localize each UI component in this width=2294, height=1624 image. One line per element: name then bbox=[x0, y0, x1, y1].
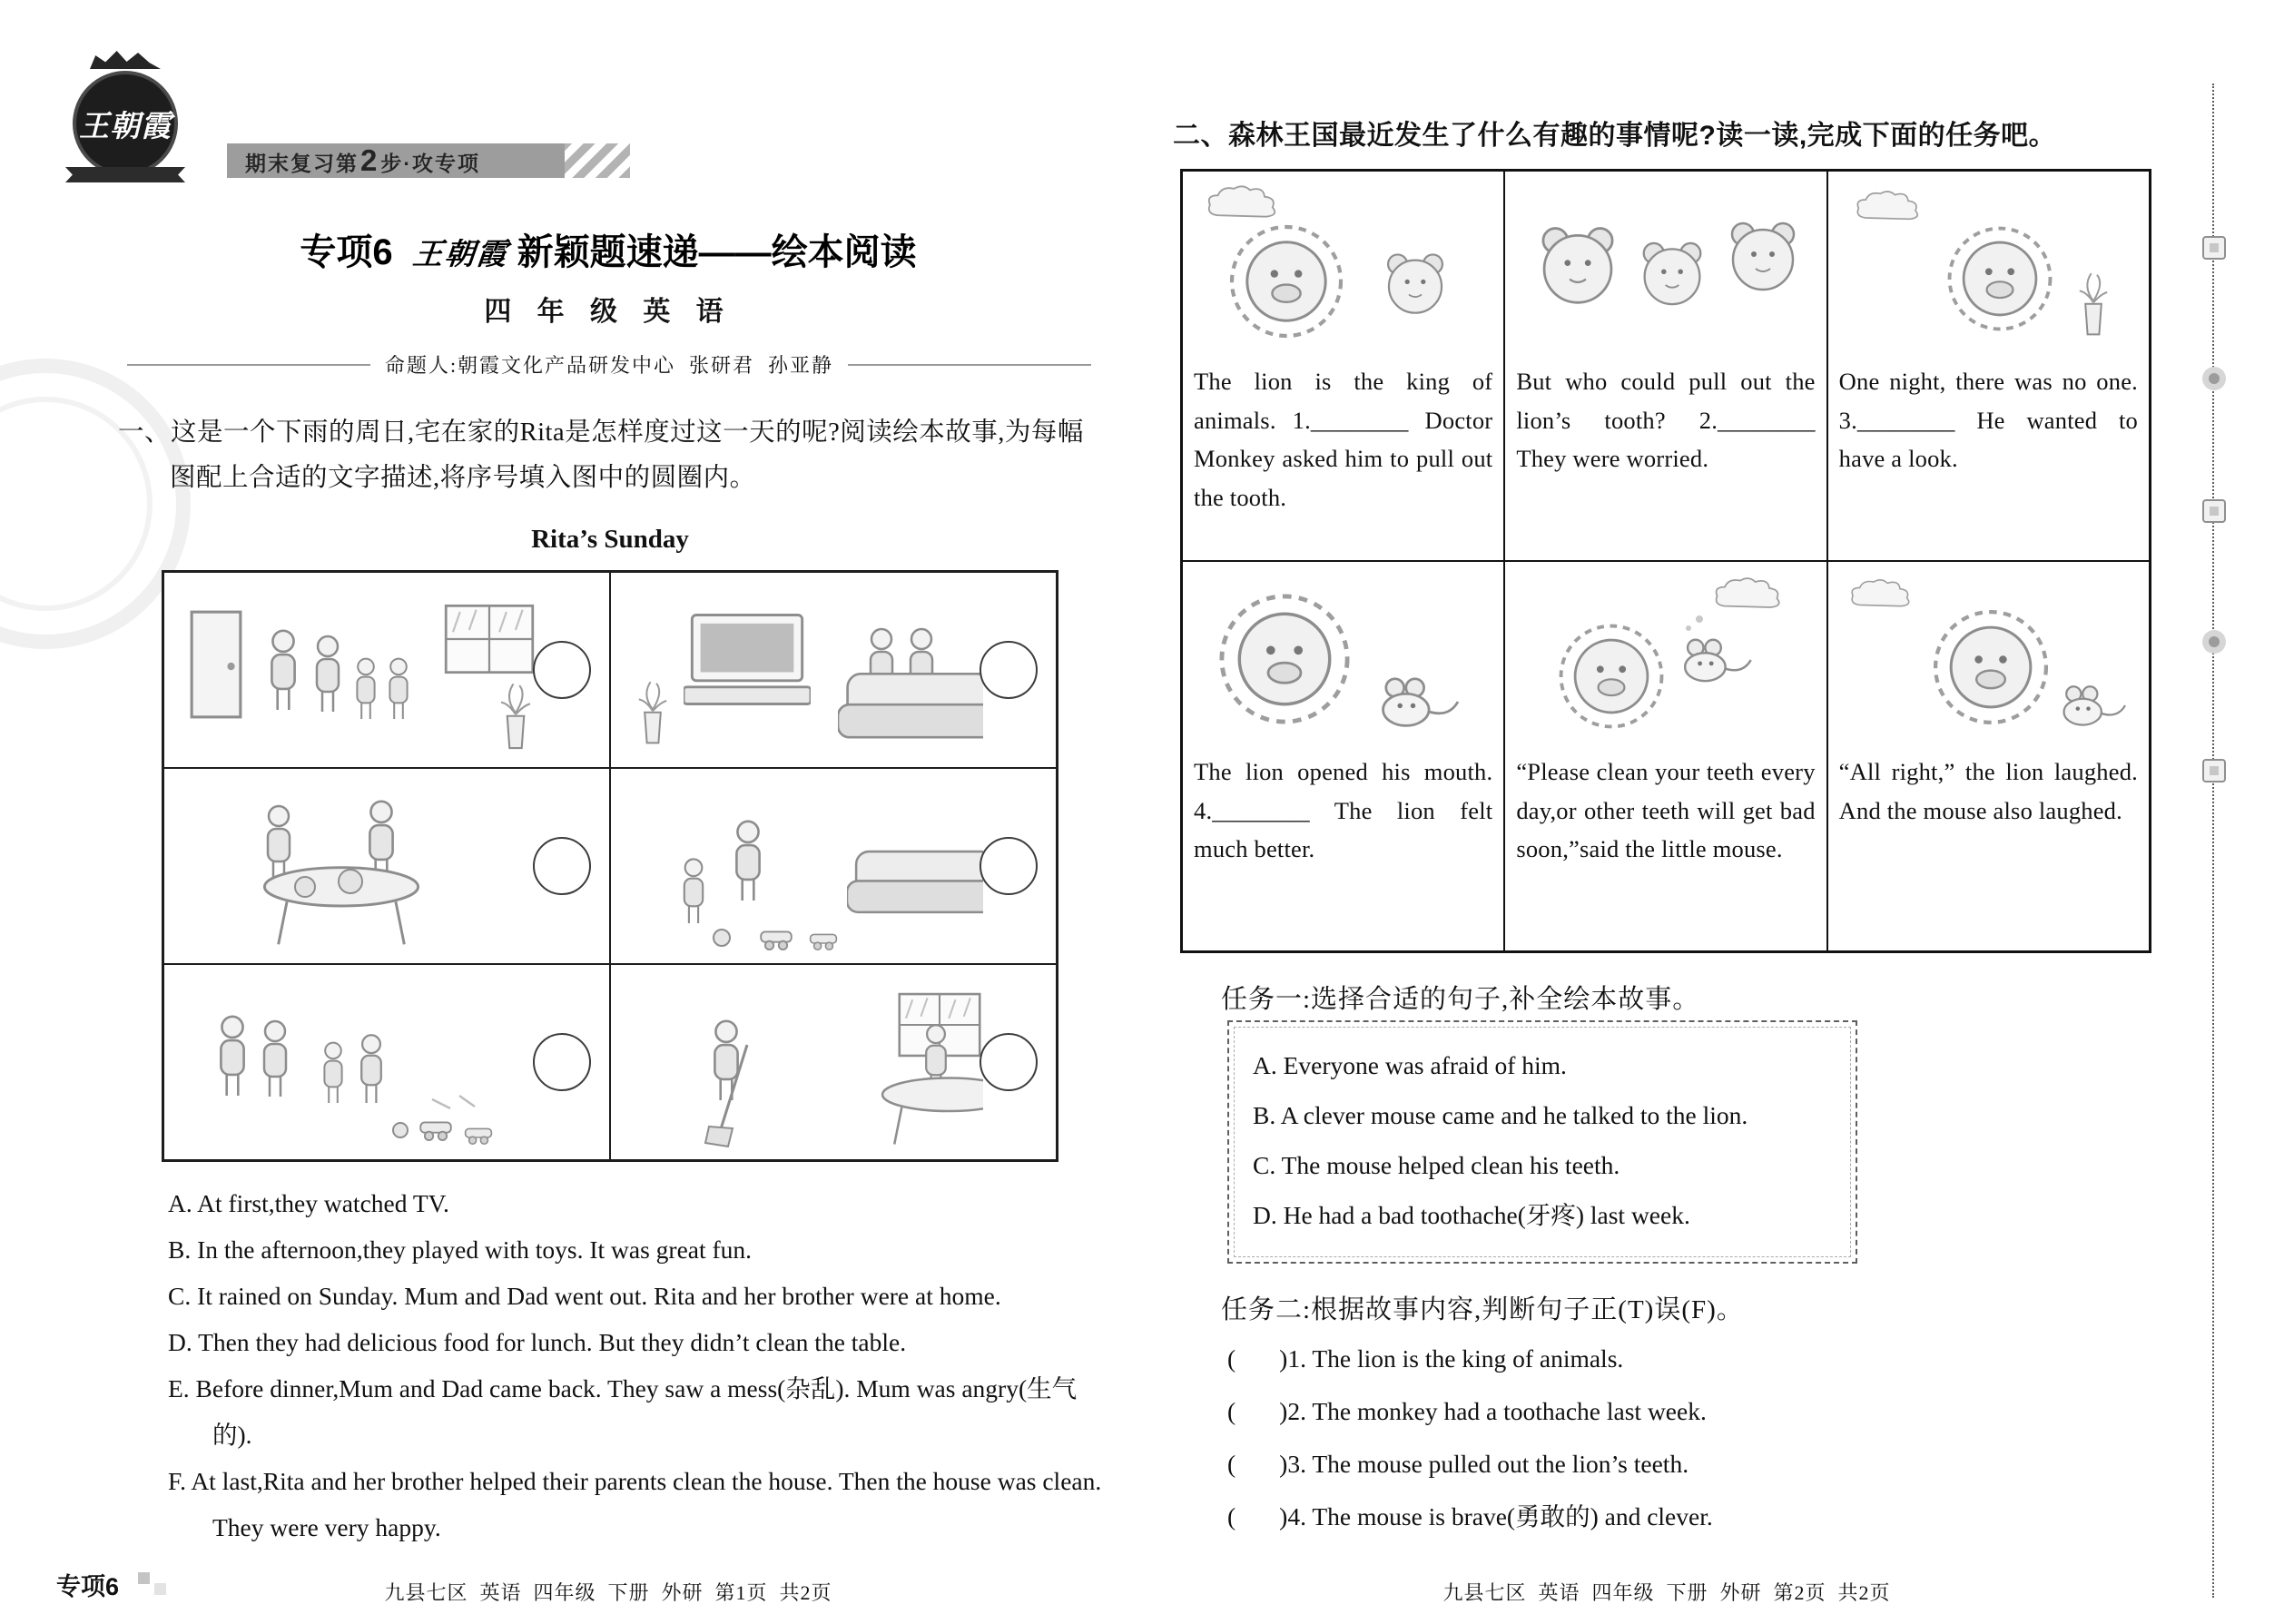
illustration-lion-monkey bbox=[1194, 179, 1492, 362]
title-main: 新颖题速递——绘本阅读 bbox=[517, 232, 917, 272]
paren-close: ) bbox=[1279, 1397, 1288, 1425]
task1-option-b: B. A clever mouse came and he talked to the lion. bbox=[1253, 1101, 1748, 1129]
paren-open: ( bbox=[1227, 1344, 1236, 1373]
binding-edge-line bbox=[2212, 84, 2214, 1598]
tf-item-3 bbox=[1227, 1438, 2135, 1491]
footer-info-right: 九县七区 英语 四年级 下册 外研 第2页 共2页 bbox=[1442, 1581, 1891, 1604]
tf-statement-1: 1. The lion is the king of animals. bbox=[1287, 1344, 1624, 1373]
task1-option-c: C. The mouse helped clean his teeth. bbox=[1253, 1151, 1620, 1179]
story-panel-1-text: The lion is the king of animals. 1.________ Doctor Monkey asked him to pull out the tooth. bbox=[1194, 368, 1493, 511]
answer-circle-6[interactable] bbox=[980, 1033, 1038, 1091]
answer-circle-3[interactable] bbox=[533, 837, 591, 895]
picture-cell-4 bbox=[610, 768, 1057, 964]
story-panel-2 bbox=[1504, 171, 1826, 561]
illustration-lunch bbox=[173, 776, 537, 954]
story-panel-4 bbox=[1182, 561, 1504, 951]
paren-open: ( bbox=[1227, 1450, 1236, 1478]
illustration-cleaning-house bbox=[620, 972, 983, 1150]
page-title bbox=[118, 223, 1098, 275]
story-panel-5 bbox=[1504, 561, 1826, 951]
illustration-mouse-cleaning-teeth bbox=[1516, 569, 1815, 753]
option-d: D. Then they had delicious food for lunch. But they didn’t clean the table. bbox=[168, 1328, 907, 1356]
option-f: F. At last,Rita and her brother helped their parents clean the house. Then the house was clean. They were very happy. bbox=[168, 1467, 1102, 1541]
illustration-lion-mouse-laughing bbox=[1839, 569, 2138, 753]
story-panel-4-text: The lion opened his mouth. 4.________ The lion felt much better. bbox=[1194, 758, 1493, 862]
grade-subject-subtitle: 四 年 级 英 语 bbox=[484, 297, 733, 327]
credit-rule-left bbox=[127, 364, 370, 366]
tf-statement-4: 4. The mouse is brave(勇敢的) and clever. bbox=[1287, 1502, 1713, 1530]
brand-logo-text: 王朝霞 bbox=[79, 110, 172, 143]
option-e: E. Before dinner,Mum and Dad came back. They saw a mess(杂乱). Mum was angry(生气的). bbox=[168, 1374, 1078, 1449]
title-brand-logo: 王朝霞 bbox=[410, 239, 510, 271]
story-panel-5-text: “Please clean your teeth every day,or other teeth will get bad soon,”said the little mouse. bbox=[1516, 758, 1816, 862]
tf-statement-2: 2. The monkey had a toothache last week. bbox=[1287, 1397, 1707, 1425]
tf-statement-3: 3. The mouse pulled out the lion’s teeth. bbox=[1287, 1450, 1689, 1478]
binding-mark-icon bbox=[2202, 759, 2226, 782]
picture-cell-6 bbox=[610, 964, 1057, 1160]
story-panel-grid bbox=[1180, 169, 2151, 953]
story-panel-1 bbox=[1182, 171, 1504, 561]
question-2-prompt: 二、森林王国最近发生了什么有趣的事情呢?读一读,完成下面的任务吧。 bbox=[1173, 121, 2057, 151]
task1-option-d: D. He had a bad toothache(牙疼) last week. bbox=[1253, 1201, 1690, 1229]
paren-close: ) bbox=[1279, 1502, 1288, 1530]
illustration-parents-leaving bbox=[173, 580, 537, 758]
paren-close: ) bbox=[1279, 1344, 1288, 1373]
footer-info-left: 九县七区 英语 四年级 下册 外研 第1页 共2页 bbox=[384, 1581, 832, 1604]
picture-cell-1 bbox=[163, 572, 610, 768]
option-a: A. At first,they watched TV. bbox=[168, 1189, 449, 1217]
answer-circle-4[interactable] bbox=[980, 837, 1038, 895]
story-panel-3 bbox=[1827, 171, 2150, 561]
paren-close: ) bbox=[1279, 1450, 1288, 1478]
credit-text: 命题人:朝霞文化产品研发中心 张研君 孙亚静 bbox=[384, 354, 834, 377]
banner-step-number: 2 bbox=[360, 143, 379, 177]
title-number: 专项6 bbox=[300, 232, 393, 272]
binding-mark-icon bbox=[2202, 630, 2226, 654]
story-panel-3-text: One night, there was no one. 3.________ He wanted to have a look. bbox=[1838, 368, 2138, 472]
illustration-worried-animals bbox=[1516, 179, 1815, 362]
illustration-watching-tv bbox=[620, 580, 983, 758]
crown-icon bbox=[90, 51, 161, 69]
picture-cell-2 bbox=[610, 572, 1057, 768]
banner-text-pre: 期末复习第 bbox=[245, 152, 359, 175]
paren-open: ( bbox=[1227, 1397, 1236, 1425]
answer-circle-2[interactable] bbox=[980, 641, 1038, 699]
brand-logo-circle bbox=[73, 71, 178, 176]
answer-circle-1[interactable] bbox=[533, 641, 591, 699]
true-false-list bbox=[1227, 1333, 2135, 1543]
task-1-choice-box bbox=[1227, 1020, 1857, 1264]
task-1-heading: 任务一:选择合适的句子,补全绘本故事。 bbox=[1221, 985, 1700, 1014]
picture-grid bbox=[162, 570, 1058, 1162]
banner-text-post: 步·攻专项 bbox=[380, 152, 481, 175]
header-banner bbox=[227, 143, 565, 178]
story-title: Rita’s Sunday bbox=[531, 525, 689, 554]
paren-open: ( bbox=[1227, 1502, 1236, 1530]
task1-option-a: A. Everyone was afraid of him. bbox=[1253, 1051, 1567, 1079]
illustration-mess-parents-back bbox=[173, 972, 537, 1150]
picture-cell-3 bbox=[163, 768, 610, 964]
binding-mark-icon bbox=[2202, 236, 2226, 260]
illustration-playing-toys bbox=[620, 776, 983, 954]
illustration-lion-mouse bbox=[1194, 569, 1492, 753]
binding-mark-icon bbox=[2202, 367, 2226, 390]
illustration-lion-night bbox=[1839, 179, 2138, 362]
tf-item-2 bbox=[1227, 1385, 2135, 1438]
credit-rule-right bbox=[848, 364, 1091, 366]
story-panel-2-text: But who could pull out the lion’s tooth? 2.________ They were worried. bbox=[1516, 368, 1816, 472]
binding-mark-icon bbox=[2202, 499, 2226, 523]
banner-stripes-decoration bbox=[565, 143, 630, 178]
option-b: B. In the afternoon,they played with toys. It was great fun. bbox=[168, 1235, 753, 1264]
question-1-prompt: 一、这是一个下雨的周日,宅在家的Rita是怎样度过这一天的呢?阅读绘本故事,为每幅图配上合适的文字描述,将序号填入图中的圆圈内。 bbox=[118, 418, 1084, 492]
tf-item-1 bbox=[1227, 1333, 2135, 1385]
answer-circle-5[interactable] bbox=[533, 1033, 591, 1091]
option-c: C. It rained on Sunday. Mum and Dad went out. Rita and her brother were at home. bbox=[168, 1282, 1001, 1310]
task-2-heading: 任务二:根据故事内容,判断句子正(T)误(F)。 bbox=[1221, 1295, 1744, 1324]
picture-cell-5 bbox=[163, 964, 610, 1160]
option-list bbox=[168, 1180, 1112, 1550]
footer-section-tag: 专项6 bbox=[56, 1573, 120, 1600]
tf-item-4 bbox=[1227, 1491, 2135, 1543]
story-panel-6-text: “All right,” the lion laughed. And the mouse also laughed. bbox=[1838, 758, 2138, 824]
credit-line bbox=[127, 350, 1091, 379]
brand-logo bbox=[64, 51, 187, 182]
logo-ribbon bbox=[65, 167, 185, 182]
story-panel-6 bbox=[1827, 561, 2150, 951]
